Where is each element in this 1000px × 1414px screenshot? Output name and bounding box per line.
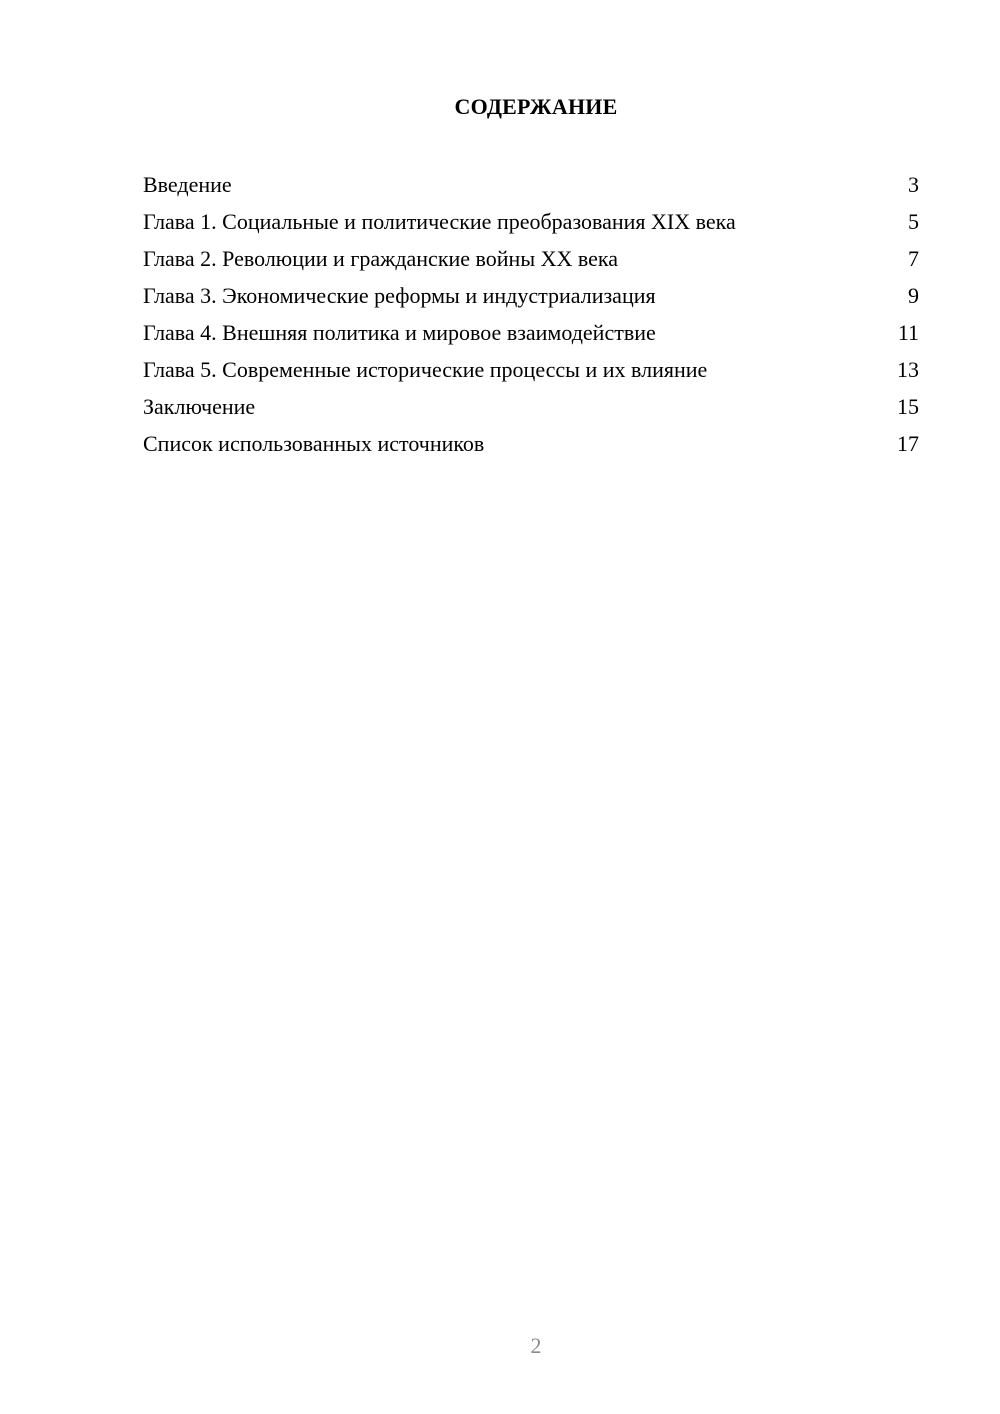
table-of-contents (143, 170, 919, 466)
toc-item-label: Глава 4. Внешняя политика и мировое взаимодействие (143, 320, 656, 345)
toc-item-label: Глава 3. Экономические реформы и индустриализация (143, 283, 656, 308)
toc-item-label: Глава 2. Революции и гражданские войны XX века (143, 246, 619, 271)
toc-item-page: 13 (897, 357, 919, 382)
toc-item-page: 7 (908, 246, 919, 271)
toc-item-references (143, 429, 919, 466)
toc-item-label: Список использованных источников (143, 431, 485, 456)
toc-item-label: Заключение (143, 394, 256, 419)
toc-item-page: 11 (897, 320, 919, 345)
toc-item-chapter-1 (143, 207, 919, 244)
toc-item-label: Введение (143, 172, 232, 197)
toc-item-label: Глава 5. Современные исторические процессы и их влияние (143, 357, 708, 382)
toc-item-page: 17 (897, 431, 919, 456)
toc-item-page: 3 (908, 172, 919, 197)
toc-item-conclusion (143, 392, 919, 429)
toc-item-chapter-3 (143, 281, 919, 318)
toc-item-page: 9 (908, 283, 919, 308)
toc-item-label: Глава 1. Социальные и политические преобразования XIX века (143, 209, 736, 234)
toc-item-chapter-4 (143, 318, 919, 355)
toc-item-introduction (143, 170, 919, 207)
toc-item-chapter-2 (143, 244, 919, 281)
toc-item-page: 5 (908, 209, 919, 234)
page-number: 2 (530, 1333, 542, 1358)
toc-item-chapter-5 (143, 355, 919, 392)
page-title: СОДЕРЖАНИЕ (454, 94, 618, 119)
toc-item-page: 15 (897, 394, 919, 419)
